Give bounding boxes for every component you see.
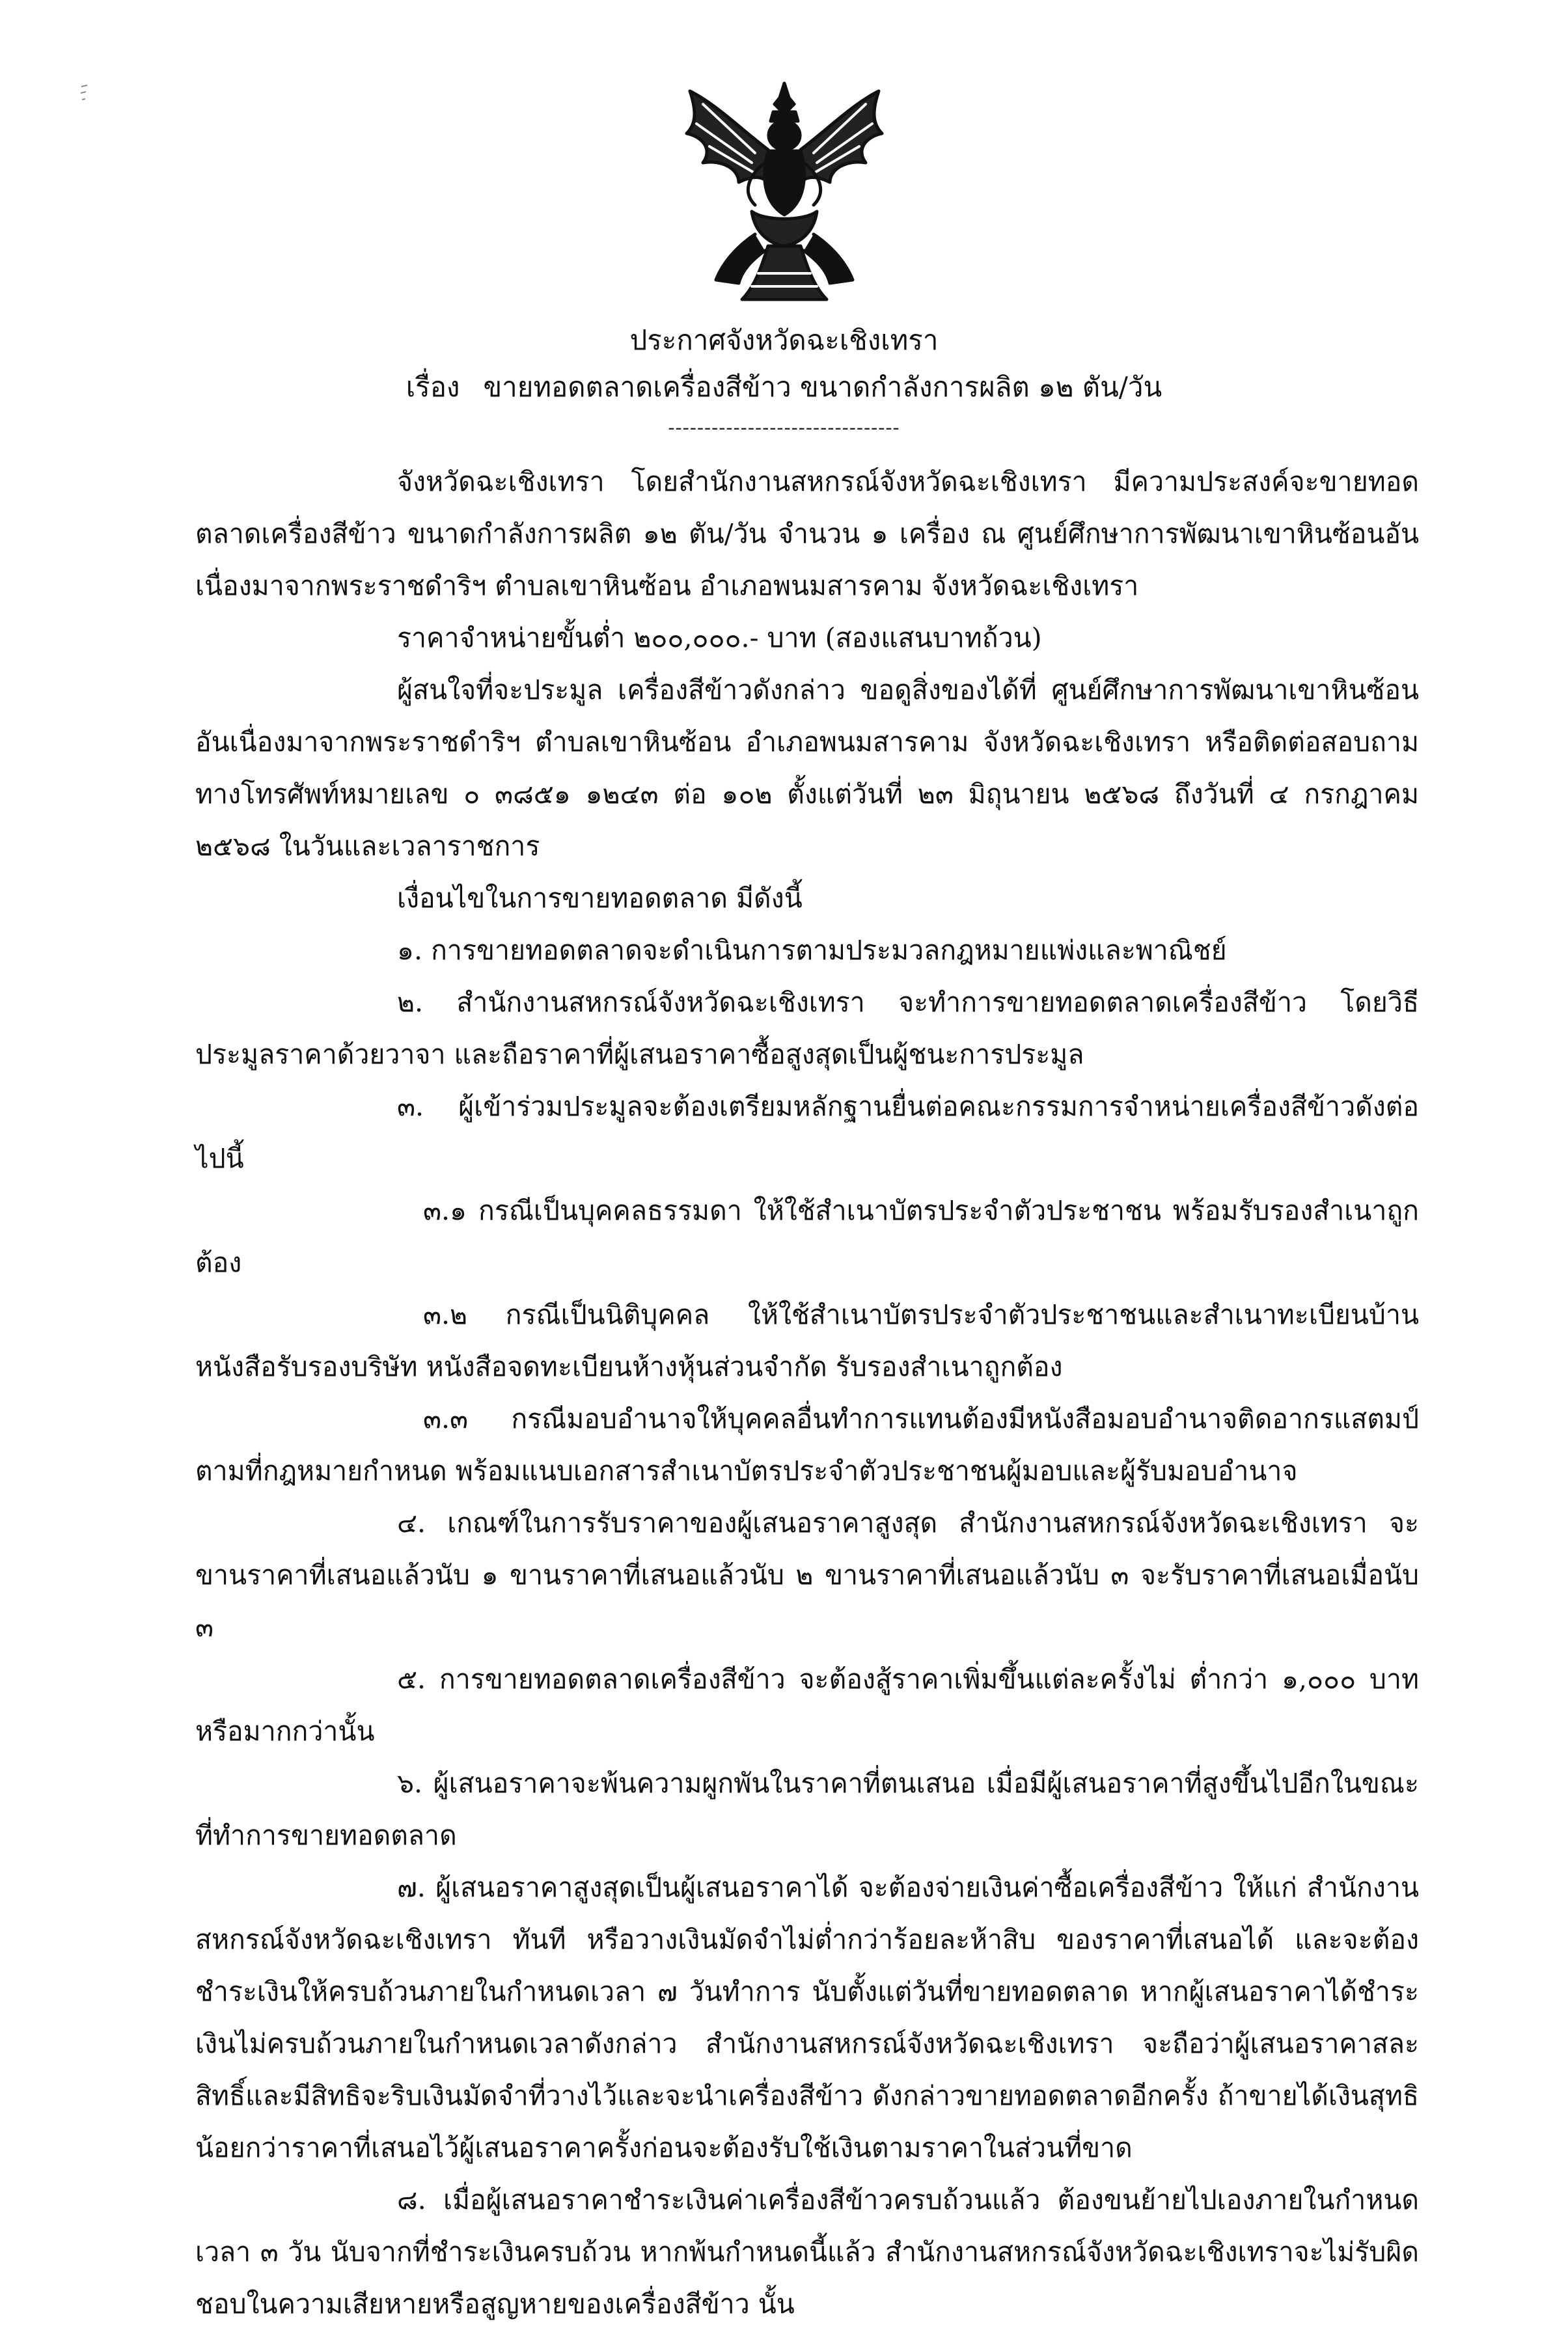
condition-3: ๓. ผู้เข้าร่วมประมูลจะต้องเตรียมหลักฐานยื่นต่อคณะกรรมการจำหน่ายเครื่องสีข้าวดังต่อไปนี้ [195, 1091, 1419, 1174]
paragraph-intro: จังหวัดฉะเชิงเทรา โดยสำนักงานสหกรณ์จังหวัดฉะเชิงเทรา มีความประสงค์จะขายทอดตลาดเครื่องสีข้าว ขนาดกำลังการผลิต ๑๒ ตัน/วัน จำนวน ๑ เครื่อง ณ ศูนย์ศึกษาการพัฒนาเขาหินซ้อนอันเนื่องมาจากพระราชดำริฯ ตำบลเขาหินซ้อน อำเภอพนมสารคาม จังหวัดฉะเชิงเทรา [195, 466, 1419, 601]
condition-3-3: ๓.๓ กรณีมอบอำนาจให้บุคคลอื่นทำการแทนต้องมีหนังสือมอบอำนาจติดอากรแสตมป์ตามที่กฎหมายกำหนด พร้อมแนบเอกสารสำเนาบัตรประจำตัวประชาชนผู้มอบและผู้รับมอบอำนาจ [195, 1403, 1419, 1487]
conditions-heading: เงื่อนไขในการขายทอดตลาด มีดังนี้ [397, 883, 803, 914]
condition-1: ๑. การขายทอดตลาดจะดำเนินการตามประมวลกฎหมายแพ่งและพาณิชย์ [397, 935, 1227, 966]
condition-6: ๖. ผู้เสนอราคาจะพ้นความผูกพันในราคาที่ตนเสนอ เมื่อมีผู้เสนอราคาที่สูงขึ้นไปอีกในขณะที่ทำการขายทอดตลาด [195, 1768, 1419, 1851]
garuda-emblem-icon [677, 78, 892, 312]
condition-2: ๒. สำนักงานสหกรณ์จังหวัดฉะเชิงเทรา จะทำการขายทอดตลาดเครื่องสีข้าว โดยวิธีประมูลราคาด้วยวาจา และถือราคาที่ผู้เสนอราคาซื้อสูงสุดเป็นผู้ชนะการประมูล [195, 987, 1419, 1070]
paragraph-contact: ผู้สนใจที่จะประมูล เครื่องสีข้าวดังกล่าว ขอดูสิ่งของได้ที่ ศูนย์ศึกษาการพัฒนาเขาหินซ้อนอันเนื่องมาจากพระราชดำริฯ ตำบลเขาหินซ้อน อำเภอพนมสารคาม จังหวัดฉะเชิงเทรา หรือติดต่อสอบถามทางโทรศัพท์หมายเลข ๐ ๓๘๕๑ ๑๒๔๓ ต่อ ๑๐๒ ตั้งแต่วันที่ ๒๓ มิถุนายน ๒๕๖๘ ถึงวันที่ ๔ กรกฎาคม ๒๕๖๘ ในวันและเวลาราชการ [195, 674, 1419, 862]
condition-8: ๘. เมื่อผู้เสนอราคาชำระเงินค่าเครื่องสีข้าวครบถ้วนแล้ว ต้องขนย้ายไปเองภายในกำหนดเวลา ๓ วัน นับจากที่ชำระเงินครบถ้วน หากพ้นกำหนดนี้แล้ว สำนักงานสหกรณ์จังหวัดฉะเชิงเทราจะไม่รับผิดชอบในความเสียหายหรือสูญหายของเครื่องสีข้าว นั้น [195, 2184, 1419, 2320]
document-body [195, 456, 1419, 2330]
condition-5: ๕. การขายทอดตลาดเครื่องสีข้าว จะต้องสู้ราคาเพิ่มขึ้นแต่ละครั้งไม่ ต่ำกว่า ๑,๐๐๐ บาท หรือมากกว่านั้น [195, 1664, 1419, 1747]
condition-3-1: ๓.๑ กรณีเป็นบุคคลธรรมดา ให้ใช้สำเนาบัตรประจำตัวประชาชน พร้อมรับรองสำเนาถูกต้อง [195, 1195, 1419, 1278]
paragraph-price: ราคาจำหน่ายขั้นต่ำ ๒๐๐,๐๐๐.- บาท (สองแสนบาทถ้วน) [397, 622, 1042, 653]
condition-4: ๔. เกณฑ์ในการรับราคาของผู้เสนอราคาสูงสุด สำนักงานสหกรณ์จังหวัดฉะเชิงเทรา จะขานราคาที่เสนอแล้วนับ ๑ ขานราคาที่เสนอแล้วนับ ๒ ขานราคาที่เสนอแล้วนับ ๓ จะรับราคาที่เสนอเมื่อนับ ๓ [195, 1507, 1419, 1643]
subject-text: ขายทอดตลาดเครื่องสีข้าว ขนาดกำลังการผลิต ๑๒ ตัน/วัน [483, 371, 1162, 403]
scan-mark-icon [78, 81, 104, 107]
document-title: ประกาศจังหวัดฉะเชิงเทรา [629, 324, 939, 356]
subject-label: เรื่อง [406, 371, 460, 403]
condition-3-2: ๓.๒ กรณีเป็นนิติบุคคล ให้ใช้สำเนาบัตรประจำตัวประชาชนและสำเนาทะเบียนบ้าน หนังสือรับรองบริษัท หนังสือจดทะเบียนห้างหุ้นส่วนจำกัด รับรองสำเนาถูกต้อง [195, 1299, 1419, 1382]
condition-7: ๗. ผู้เสนอราคาสูงสุดเป็นผู้เสนอราคาได้ จะต้องจ่ายเงินค่าซื้อเครื่องสีข้าว ให้แก่ สำนักงานสหกรณ์จังหวัดฉะเชิงเทรา ทันที หรือวางเงินมัดจำไม่ต่ำกว่าร้อยละห้าสิบ ของราคาที่เสนอได้ และจะต้องชำระเงินให้ครบถ้วนภายในกำหนดเวลา ๗ วันทำการ นับตั้งแต่วันที่ขายทอดตลาด หากผู้เสนอราคาได้ชำระเงินไม่ครบถ้วนภายในกำหนดเวลาดังกล่าว สำนักงานสหกรณ์จังหวัดฉะเชิงเทรา จะถือว่าผู้เสนอราคาสละสิทธิ์และมีสิทธิจะริบเงินมัดจำที่วางไว้และจะนำเครื่องสีข้าว ดังกล่าวขายทอดตลาดอีกครั้ง ถ้าขายได้เงินสุทธิน้อยกว่าราคาที่เสนอไว้ผู้เสนอราคาครั้งก่อนจะต้องรับใช้เงินตามราคาในส่วนที่ขาด [195, 1872, 1419, 2163]
title-divider: -------------------------------- [668, 417, 900, 439]
document-subject [0, 366, 1568, 409]
